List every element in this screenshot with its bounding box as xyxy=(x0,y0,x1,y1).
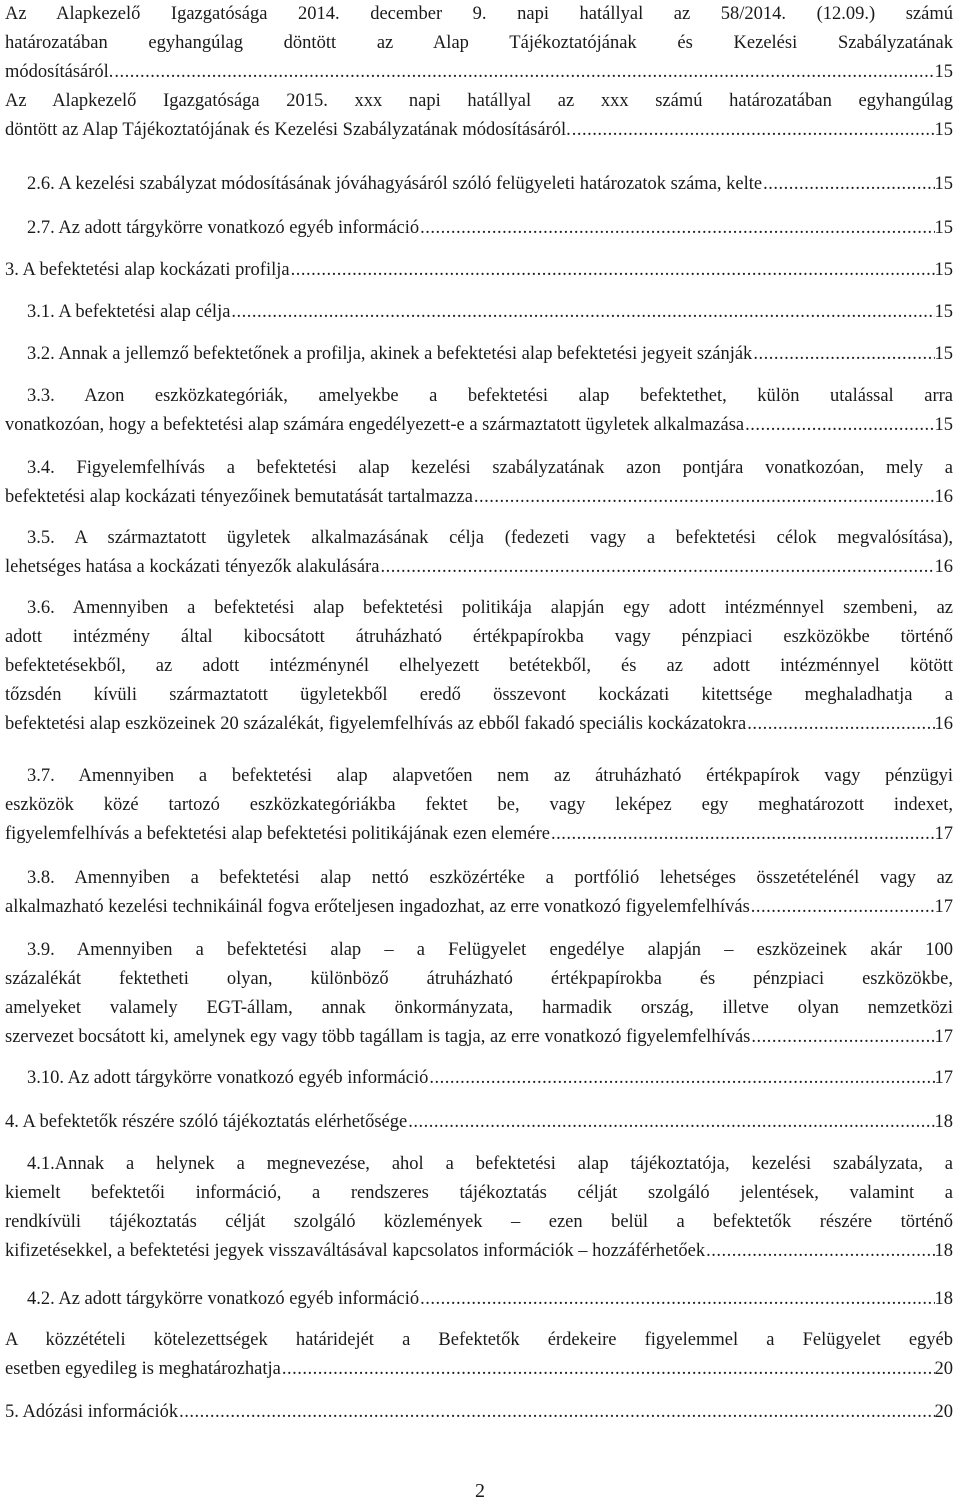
toc-leader-dots xyxy=(763,170,934,199)
toc-entry-title: döntött az Alap Tájékoztatójának és Kezelési Szabályzatának módosításáról. xyxy=(5,120,571,140)
toc-entry-last-line xyxy=(5,483,953,512)
toc-page-number: 16 xyxy=(934,557,953,577)
toc-entry[interactable] xyxy=(0,340,960,369)
toc-entry-last-line xyxy=(5,1398,953,1427)
toc-entry-line: eszközök közé tartozó eszközkategóriákba fektet be, vagy leképez egy meghatározott indexet, xyxy=(5,795,953,815)
toc-leader-dots xyxy=(706,1237,934,1266)
toc-entry[interactable] xyxy=(0,170,960,199)
toc-entry[interactable] xyxy=(0,936,960,1052)
toc-entry-title: módosításáról. xyxy=(5,62,114,82)
toc-leader-dots xyxy=(179,1398,934,1427)
toc-entry-last-line xyxy=(5,1108,953,1137)
toc-entry-last-line xyxy=(27,1285,953,1314)
toc-entry[interactable] xyxy=(0,1108,960,1137)
toc-entry-title: 2.7. Az adott tárgykörre vonatkozó egyéb információ xyxy=(27,218,420,238)
toc-page-number: 15 xyxy=(934,415,953,435)
toc-entry-title: 3.2. Annak a jellemző befektetőnek a profilja, akinek a befektetési alap befektetési jegyeit szánják xyxy=(27,344,753,364)
toc-entry-last-line xyxy=(5,411,953,440)
toc-entry-title: vonatkozóan, hogy a befektetési alap számára engedélyezett-e a származtatott ügyletek alkalmazása xyxy=(5,415,745,435)
toc-entry[interactable] xyxy=(0,1285,960,1314)
toc-leader-dots xyxy=(751,893,935,922)
toc-entry-title: 2.6. A kezelési szabályzat módosításának jóváhagyásáról szóló felügyeleti határozatok száma, kelte xyxy=(27,174,763,194)
toc-page-number: 15 xyxy=(934,120,953,140)
toc-leader-dots xyxy=(420,1285,934,1314)
toc-leader-dots xyxy=(380,553,934,582)
toc-leader-dots xyxy=(231,298,934,327)
toc-entry-last-line xyxy=(27,298,953,327)
toc-entry-last-line xyxy=(5,1355,953,1384)
toc-entry[interactable] xyxy=(0,87,960,145)
toc-page-number: 17 xyxy=(934,1068,953,1088)
toc-entry-line: 4.1.Annak a helynek a megnevezése, ahol a befektetési alap tájékoztatója, kezelési szabályzata, a xyxy=(27,1154,953,1174)
toc-leader-dots xyxy=(114,58,934,87)
toc-entry-last-line xyxy=(27,340,953,369)
toc-leader-dots xyxy=(420,214,934,243)
toc-entry-last-line xyxy=(27,170,953,199)
toc-page-number: 15 xyxy=(934,174,953,194)
toc-entry[interactable] xyxy=(0,594,960,739)
toc-entry-title: esetben egyedileg is meghatározhatja xyxy=(5,1359,281,1379)
toc-leader-dots xyxy=(751,1023,934,1052)
page-number: 2 xyxy=(475,1480,485,1502)
toc-entry-last-line xyxy=(27,1064,953,1093)
toc-entry-title: befektetési alap eszközeinek 20 százalékát, figyelemfelhívás az ebből fakadó speciális kockázatokra xyxy=(5,714,747,734)
toc-leader-dots xyxy=(572,116,935,145)
toc-entry-last-line xyxy=(5,820,953,849)
toc-leader-dots xyxy=(551,820,935,849)
toc-entry-line: Az Alapkezelő Igazgatósága 2014. december 9. napi hatállyal az 58/2014. (12.09.) számú xyxy=(5,4,953,24)
toc-page-number: 17 xyxy=(934,897,953,917)
toc-page-number: 15 xyxy=(934,218,953,238)
toc-leader-dots xyxy=(429,1064,934,1093)
toc-entry-line: 3.8. Amennyiben a befektetési alap nettó eszközértéke a portfólió lehetséges összetételénél vagy az xyxy=(27,868,953,888)
toc-entry[interactable] xyxy=(0,256,960,285)
toc-leader-dots xyxy=(474,483,935,512)
toc-entry-title: szervezet bocsátott ki, amelynek egy vagy több tagállam is tagja, az erre vonatkozó figyelemfelhívás xyxy=(5,1027,751,1047)
toc-page-number: 17 xyxy=(934,1027,953,1047)
toc-entry-title: 3.1. A befektetési alap célja xyxy=(27,302,231,322)
toc-entry-line: A közzétételi kötelezettségek határidejét a Befektetők érdekeire figyelemmel a Felügyelet egyéb xyxy=(5,1330,953,1350)
toc-entry-line: 3.4. Figyelemfelhívás a befektetési alap kezelési szabályzatának azon pontjára vonatkozóan, mely a xyxy=(27,458,953,478)
toc-page-number: 15 xyxy=(934,260,953,280)
toc-entry-title: 3.10. Az adott tárgykörre vonatkozó egyéb információ xyxy=(27,1068,429,1088)
toc-leader-dots xyxy=(753,340,934,369)
toc-entry-last-line xyxy=(5,1023,953,1052)
toc-entry-line: 3.6. Amennyiben a befektetési alap befektetési politikája alapján egy adott intézménnyel szembeni, az xyxy=(27,598,953,618)
toc-entry-title: lehetséges hatása a kockázati tényezők alakulására xyxy=(5,557,380,577)
toc-entry-last-line xyxy=(5,58,953,87)
toc-entry[interactable] xyxy=(0,0,960,87)
toc-entry-line: 3.3. Azon eszközkategóriák, amelyekbe a befektetési alap befektethet, külön utalással arra xyxy=(27,386,953,406)
toc-entry[interactable] xyxy=(0,1150,960,1266)
toc-entry-line: amelyeket valamely EGT-állam, annak önkormányzata, harmadik ország, illetve olyan nemzetközi xyxy=(5,998,953,1018)
toc-page-number: 18 xyxy=(934,1112,953,1132)
toc-entry-line: 3.7. Amennyiben a befektetési alap alapvetően nem az átruházható értékpapírok vagy pénzügyi xyxy=(27,766,953,786)
toc-entry-last-line xyxy=(5,1237,953,1266)
toc-entry-line: tőzsdén kívüli származtatott ügyletekből eredő összevont kockázati kitettsége meghaladhatja a xyxy=(5,685,953,705)
toc-page-number: 20 xyxy=(934,1359,953,1379)
toc-entry-last-line xyxy=(5,710,953,739)
toc-entry-line: 3.5. A származtatott ügyletek alkalmazásának célja (fedezeti vagy a befektetési célok megvalósítása), xyxy=(27,528,953,548)
toc-page-number: 17 xyxy=(934,824,953,844)
toc-page-number: 18 xyxy=(934,1289,953,1309)
toc-entry-last-line xyxy=(27,214,953,243)
toc-entry[interactable] xyxy=(0,1326,960,1384)
toc-page-number: 20 xyxy=(934,1402,953,1422)
toc-entry-title: figyelemfelhívás a befektetési alap befektetési politikájának ezen elemére xyxy=(5,824,550,844)
toc-page-number: 15 xyxy=(934,62,953,82)
toc-leader-dots xyxy=(747,710,934,739)
toc-entry-title: alkalmazható kezelési technikáinál fogva erőteljesen ingadozhat, az erre vonatkozó figyelemfelhívás xyxy=(5,897,750,917)
toc-entry[interactable] xyxy=(0,298,960,327)
toc-entry[interactable] xyxy=(0,454,960,512)
toc-entry-title: befektetési alap kockázati tényezőinek bemutatását tartalmazza xyxy=(5,487,473,507)
toc-entry-line: befektetésekből, az adott intézménynél elhelyezett betétekből, és az adott intézménnyel kötött xyxy=(5,656,953,676)
toc-leader-dots xyxy=(282,1355,935,1384)
toc-page-number: 16 xyxy=(934,714,953,734)
toc-entry-title: kifizetésekkel, a befektetési jegyek visszaváltásával kapcsolatos információk – hozzáférhetőek xyxy=(5,1241,706,1261)
toc-entry-title: 3. A befektetési alap kockázati profilja xyxy=(5,260,290,280)
toc-entry-line: 3.9. Amennyiben a befektetési alap – a Felügyelet engedélye alapján – eszközeinek akár 100 xyxy=(27,940,953,960)
toc-page-number: 15 xyxy=(934,344,953,364)
toc-entry[interactable] xyxy=(0,1398,960,1427)
toc-entry-line: határozatában egyhangúlag döntött az Alap Tájékoztatójának és Kezelési Szabályzatának xyxy=(5,33,953,53)
toc-entry-title: 5. Adózási információk xyxy=(5,1402,179,1422)
toc-entry[interactable] xyxy=(0,762,960,849)
toc-page-number: 16 xyxy=(934,487,953,507)
toc-entry[interactable] xyxy=(0,864,960,922)
toc-entry-line: rendkívüli tájékoztatás célját szolgáló közlemények – ezen belül a befektetők részére történő xyxy=(5,1212,953,1232)
toc-entry-last-line xyxy=(5,256,953,285)
toc-page-number: 18 xyxy=(934,1241,953,1261)
toc-entry-last-line xyxy=(5,116,953,145)
toc-entry-last-line xyxy=(5,893,953,922)
toc-entry[interactable] xyxy=(0,382,960,440)
toc-entry-line: Az Alapkezelő Igazgatósága 2015. xxx napi hatállyal az xxx számú határozatában egyhangúlag xyxy=(5,91,953,111)
toc-entry-line: adott intézmény által kibocsátott átruházható értékpapírokba vagy pénzpiaci eszközökbe történő xyxy=(5,627,953,647)
toc-leader-dots xyxy=(745,411,934,440)
toc-entry[interactable] xyxy=(0,214,960,243)
toc-entry-line: százalékát fektetheti olyan, különböző átruházható értékpapírokba és pénzpiaci eszközökbe, xyxy=(5,969,953,989)
toc-entry-title: 4.2. Az adott tárgykörre vonatkozó egyéb információ xyxy=(27,1289,420,1309)
toc-page-number: 15 xyxy=(934,302,953,322)
toc-leader-dots xyxy=(408,1108,934,1137)
toc-entry[interactable] xyxy=(0,524,960,582)
toc-entry-line: kiemelt befektetői információ, a rendszeres tájékoztatás célját szolgáló jelentések, valamint a xyxy=(5,1183,953,1203)
toc-entry-title: 4. A befektetők részére szóló tájékoztatás elérhetősége xyxy=(5,1112,408,1132)
toc-leader-dots xyxy=(291,256,935,285)
toc-entry-last-line xyxy=(5,553,953,582)
toc-entry[interactable] xyxy=(0,1064,960,1093)
